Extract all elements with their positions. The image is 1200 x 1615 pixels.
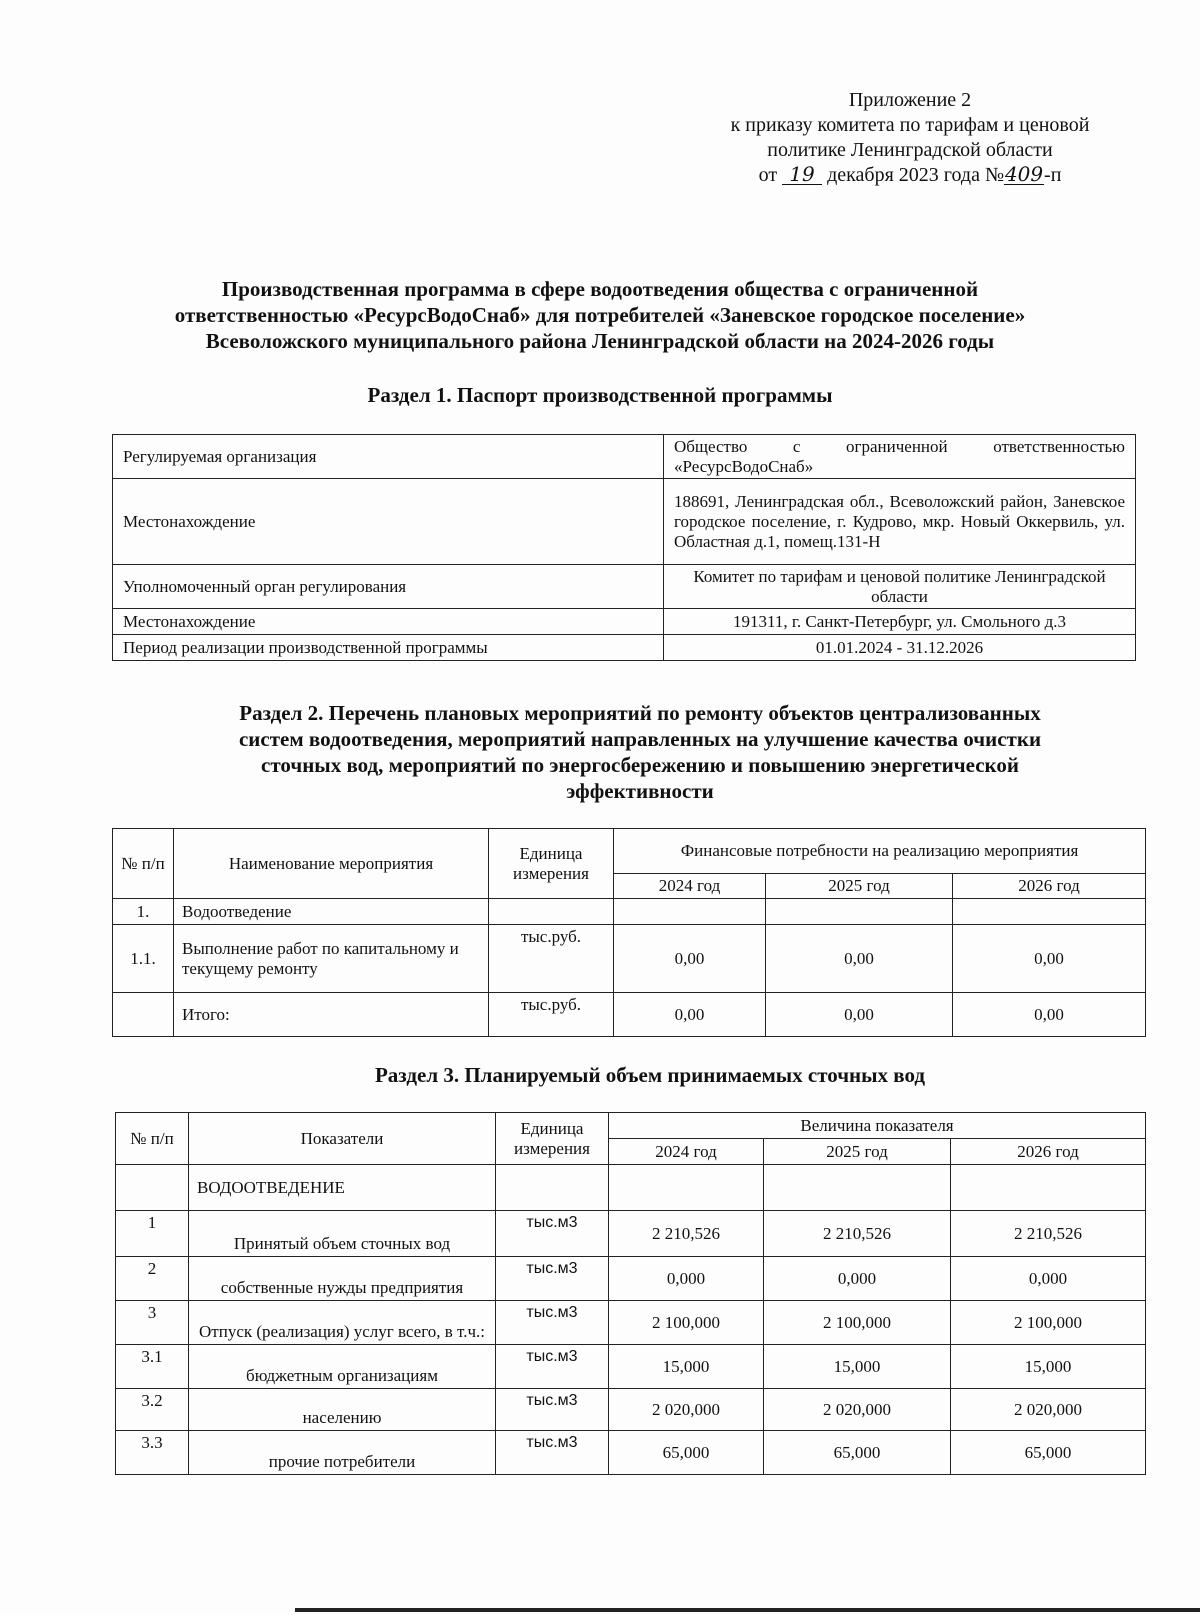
empty-cell — [609, 1165, 764, 1211]
row-2024: 65,000 — [609, 1431, 764, 1475]
document-title — [100, 276, 1100, 354]
row-2025 — [766, 899, 953, 925]
col-2025: 2025 год — [764, 1139, 951, 1165]
passport-value: Комитет по тарифам и ценовой политике Ленинградской области — [664, 565, 1136, 609]
row-2025: 0,00 — [766, 925, 953, 993]
row-name: населению — [189, 1389, 496, 1431]
date-middle: декабря 2023 года № — [827, 164, 1005, 186]
table-row — [116, 1301, 1146, 1345]
row-num: 3 — [116, 1301, 189, 1345]
col-num: № п/п — [113, 829, 174, 899]
row-2025: 65,000 — [764, 1431, 951, 1475]
row-unit: тыс.м3 — [496, 1257, 609, 1301]
row-name: Отпуск (реализация) услуг всего, в т.ч.: — [189, 1301, 496, 1345]
order-day: 19 — [782, 164, 822, 185]
row-num: 3.3 — [116, 1431, 189, 1475]
row-num — [113, 993, 174, 1037]
appendix-header — [680, 88, 1140, 188]
row-2026: 0,000 — [951, 1257, 1146, 1301]
col-2024: 2024 год — [614, 874, 766, 899]
row-name: собственные нужды предприятия — [189, 1257, 496, 1301]
row-name: Принятый объем сточных вод — [189, 1211, 496, 1257]
col-value: Величина показателя — [609, 1113, 1146, 1139]
passport-table — [112, 434, 1136, 661]
col-2026: 2026 год — [951, 1139, 1146, 1165]
table-row — [116, 1257, 1146, 1301]
row-num: 1. — [113, 899, 174, 925]
row-2026: 2 210,526 — [951, 1211, 1146, 1257]
row-2025: 15,000 — [764, 1345, 951, 1389]
col-name: Показатели — [189, 1113, 496, 1165]
row-unit: тыс.м3 — [496, 1431, 609, 1475]
table-header-row — [113, 829, 1146, 874]
date-prefix: от — [758, 164, 778, 186]
order-reference: к приказу комитета по тарифам и ценовой — [730, 114, 1090, 136]
empty-cell — [116, 1165, 189, 1211]
row-2024 — [614, 899, 766, 925]
table-row — [113, 565, 1136, 609]
row-2025: 2 100,000 — [764, 1301, 951, 1345]
row-2024: 2 020,000 — [609, 1389, 764, 1431]
measures-table — [112, 828, 1146, 1037]
passport-value: 01.01.2024 - 31.12.2026 — [664, 635, 1136, 661]
table-row — [116, 1345, 1146, 1389]
section2-heading-line-4: эффективности — [566, 779, 714, 803]
section1-heading: Раздел 1. Паспорт производственной программы — [367, 383, 833, 407]
row-2024: 2 210,526 — [609, 1211, 764, 1257]
committee-name: политике Ленинградской области — [767, 139, 1053, 161]
row-2024: 0,00 — [614, 993, 766, 1037]
row-2026: 65,000 — [951, 1431, 1146, 1475]
row-2026: 0,00 — [953, 993, 1146, 1037]
row-unit: тыс.м3 — [496, 1389, 609, 1431]
table-row — [116, 1431, 1146, 1475]
col-2024: 2024 год — [609, 1139, 764, 1165]
row-unit: тыс.м3 — [496, 1211, 609, 1257]
section2-heading-line-3: сточных вод, мероприятий по энергосбережению и повышению энергетической — [261, 753, 1019, 777]
col-unit: Единица измерения — [489, 829, 614, 899]
row-num: 3.1 — [116, 1345, 189, 1389]
col-name: Наименование мероприятия — [174, 829, 489, 899]
title-line-2: ответственностью «РесурсВодоСнаб» для потребителей «Заневское городское поселение» — [174, 303, 1026, 327]
appendix-title: Приложение 2 — [848, 89, 972, 111]
row-unit: тыс.м3 — [496, 1345, 609, 1389]
row-2024: 2 100,000 — [609, 1301, 764, 1345]
order-suffix: -п — [1044, 164, 1062, 186]
row-2024: 0,000 — [609, 1257, 764, 1301]
empty-cell — [951, 1165, 1146, 1211]
row-name: прочие потребители — [189, 1431, 496, 1475]
row-2025: 0,000 — [764, 1257, 951, 1301]
order-date-line — [680, 163, 1140, 188]
empty-cell — [496, 1165, 609, 1211]
passport-value: 191311, г. Санкт-Петербург, ул. Смольного д.3 — [664, 609, 1136, 635]
empty-cell — [764, 1165, 951, 1211]
row-name: Итого: — [174, 993, 489, 1037]
passport-value: Общество с ограниченной ответственностью «РесурсВодоСнаб» — [664, 435, 1136, 479]
row-2026 — [953, 899, 1146, 925]
row-unit: тыс.м3 — [496, 1301, 609, 1345]
row-num: 3.2 — [116, 1389, 189, 1431]
row-name: Водоотведение — [174, 899, 489, 925]
row-2024: 0,00 — [614, 925, 766, 993]
row-2025: 2 020,000 — [764, 1389, 951, 1431]
col-finance: Финансовые потребности на реализацию мероприятия — [614, 829, 1146, 874]
row-2026: 2 100,000 — [951, 1301, 1146, 1345]
table-row — [113, 609, 1136, 635]
table-header-row — [116, 1113, 1146, 1139]
order-number: 409 — [1004, 162, 1044, 186]
title-line-1: Производственная программа в сфере водоотведения общества с ограниченной — [221, 277, 979, 301]
passport-value: 188691, Ленинградская обл., Всеволожский район, Заневское городское поселение, г. Кудрово, мкр. Новый Оккервиль, ул. Областная д.1, помещ.131-Н — [664, 479, 1136, 565]
table-row — [116, 1389, 1146, 1431]
title-line-3: Всеволожского муниципального района Ленинградской области на 2024-2026 годы — [205, 329, 995, 353]
section2-heading-line-2: систем водоотведения, мероприятий направленных на улучшение качества очистки — [238, 727, 1042, 751]
passport-key: Местонахождение — [113, 479, 664, 565]
row-unit — [489, 899, 614, 925]
table-row — [113, 635, 1136, 661]
col-num: № п/п — [116, 1113, 189, 1165]
passport-key: Период реализации производственной программы — [113, 635, 664, 661]
row-num: 1 — [116, 1211, 189, 1257]
col-unit: Единица измерения — [496, 1113, 609, 1165]
col-2025: 2025 год — [766, 874, 953, 899]
passport-key: Регулируемая организация — [113, 435, 664, 479]
row-2026: 2 020,000 — [951, 1389, 1146, 1431]
row-name: Выполнение работ по капитальному и текущему ремонту — [174, 925, 489, 993]
row-2026: 0,00 — [953, 925, 1146, 993]
row-2026: 15,000 — [951, 1345, 1146, 1389]
row-name: бюджетным организациям — [189, 1345, 496, 1389]
table-row — [113, 993, 1146, 1037]
row-unit: тыс.руб. — [489, 925, 614, 993]
table-row — [113, 479, 1136, 565]
wastewater-volume-table — [115, 1112, 1146, 1475]
row-num: 2 — [116, 1257, 189, 1301]
table-row — [116, 1165, 1146, 1211]
scan-edge-line — [295, 1608, 1200, 1612]
row-2024: 15,000 — [609, 1345, 764, 1389]
row-num: 1.1. — [113, 925, 174, 993]
section2-heading — [150, 700, 1130, 804]
passport-key: Уполномоченный орган регулирования — [113, 565, 664, 609]
row-2025: 0,00 — [766, 993, 953, 1037]
table-row — [113, 435, 1136, 479]
row-unit: тыс.руб. — [489, 993, 614, 1037]
passport-key: Местонахождение — [113, 609, 664, 635]
section2-heading-line-1: Раздел 2. Перечень плановых мероприятий по ремонту объектов централизованных — [239, 701, 1041, 725]
section3-heading: Раздел 3. Планируемый объем принимаемых сточных вод — [374, 1063, 926, 1087]
group-label: ВОДООТВЕДЕНИЕ — [189, 1165, 496, 1211]
table-row — [113, 925, 1146, 993]
col-2026: 2026 год — [953, 874, 1146, 899]
table-row — [113, 899, 1146, 925]
table-row — [116, 1211, 1146, 1257]
row-2025: 2 210,526 — [764, 1211, 951, 1257]
